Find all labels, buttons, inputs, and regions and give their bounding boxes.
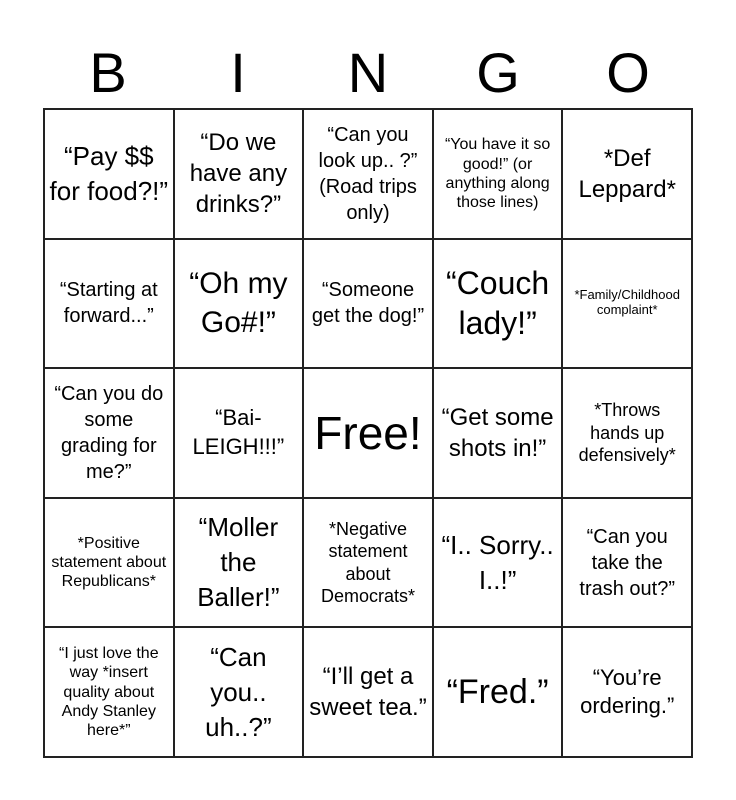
- bingo-cell: [175, 369, 305, 499]
- bingo-cell: [175, 628, 305, 758]
- cell-text: Free!: [314, 406, 422, 459]
- bingo-cell: [563, 499, 693, 629]
- bingo-cell: [304, 110, 434, 240]
- bingo-cell: [563, 110, 693, 240]
- cell-text: “I.. Sorry.. I..!”: [441, 529, 554, 595]
- bingo-cell: [434, 499, 564, 629]
- bingo-cell: [45, 628, 175, 758]
- cell-text: “Fred.”: [446, 672, 549, 711]
- bingo-cell: [434, 110, 564, 240]
- bingo-cell: [45, 110, 175, 240]
- cell-text: “Can you.. uh..?”: [205, 641, 272, 742]
- bingo-cell: [45, 369, 175, 499]
- cell-text: “I just love the way *insert quality about Andy Stanley here*”: [58, 645, 159, 739]
- cell-text: *Negative statement about Democrats*: [320, 518, 415, 607]
- bingo-header: [43, 38, 693, 108]
- bingo-cell: [45, 240, 175, 370]
- cell-text: “Do we have any drinks?”: [189, 129, 288, 219]
- cell-text: “Someone get the dog!”: [311, 279, 425, 328]
- cell-text: “Oh my Go#!”: [189, 267, 288, 340]
- bingo-card: [43, 108, 693, 758]
- bingo-cell: [175, 499, 305, 629]
- bingo-cell: [434, 369, 564, 499]
- bingo-cell: [304, 628, 434, 758]
- header-letter-b: B: [89, 41, 127, 104]
- header-letter-g: G: [476, 41, 520, 104]
- cell-text: *Throws hands up defensively*: [578, 400, 676, 466]
- cell-text: “Moller the Baller!”: [197, 511, 280, 613]
- bingo-cell: [304, 499, 434, 629]
- header-letter-o: O: [606, 41, 650, 104]
- bingo-cell: [563, 240, 693, 370]
- cell-text: “Can you look up.. ?” (Road trips only): [318, 123, 418, 224]
- bingo-cell: [45, 499, 175, 629]
- bingo-cell: [304, 240, 434, 370]
- bingo-cell: [434, 628, 564, 758]
- cell-text: “You’re ordering.”: [580, 664, 675, 719]
- header-letter-i: I: [230, 41, 246, 104]
- cell-text: “Starting at forward...”: [59, 279, 158, 328]
- cell-text: *Positive statement about Republicans*: [51, 534, 167, 591]
- cell-text: “Can you take the trash out?”: [579, 525, 675, 600]
- header-letter-n: N: [347, 41, 389, 104]
- cell-text: “Couch lady!”: [446, 265, 550, 342]
- bingo-cell: [175, 240, 305, 370]
- bingo-cell: [563, 369, 693, 499]
- cell-text: “Can you do some grading for me?”: [54, 382, 164, 483]
- cell-text: “Get some shots in!”: [441, 403, 554, 462]
- bingo-cell-free: [304, 369, 434, 499]
- cell-text: “Pay $$ for food?!”: [49, 140, 169, 206]
- bingo-cell: [175, 110, 305, 240]
- bingo-cell: [563, 628, 693, 758]
- cell-text: *Family/Childhood complaint*: [574, 287, 680, 318]
- bingo-cell: [434, 240, 564, 370]
- cell-text: *Def Leppard*: [578, 144, 676, 203]
- cell-text: “Bai-LEIGH!!!”: [192, 405, 285, 459]
- cell-text: “I’ll get a sweet tea.”: [309, 663, 427, 722]
- cell-text: “You have it so good!” (or anything along those lines): [444, 136, 551, 211]
